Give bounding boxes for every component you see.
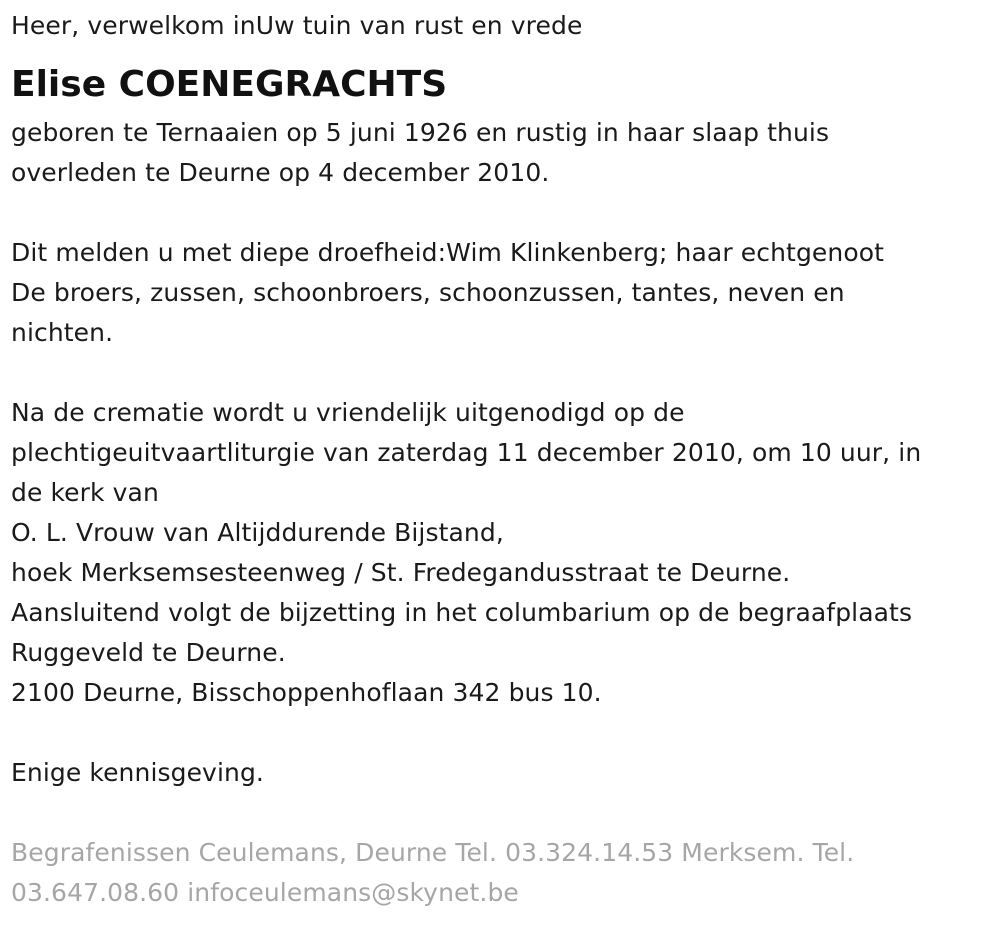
spacer — [11, 793, 986, 833]
birth-text-line-2: overleden te Deurne op 4 december 2010. — [11, 158, 550, 187]
ceremony-text-line-1: Na de crematie wordt u vriendelijk uitgenodigd op de — [11, 398, 685, 427]
funeral-home-contact-line-1: Begrafenissen Ceulemans, Deurne Tel. 03.324.14.53 Merksem. Tel. — [11, 838, 855, 867]
closing-line: Enige kennisgeving. — [11, 758, 264, 787]
family-text-line-3: nichten. — [11, 318, 114, 347]
birth-text-line-1: geboren te Ternaaien op 5 juni 1926 en rustig in haar slaap thuis — [11, 118, 830, 147]
obituary-notice — [11, 6, 986, 913]
ceremony-text-line-4: O. L. Vrouw van Altijddurende Bijstand, — [11, 518, 504, 547]
ceremony-text-line-6: Aansluitend volgt de bijzetting in het columbarium op de begraafplaats — [11, 598, 913, 627]
ceremony-text-line-5: hoek Merksemsesteenweg / St. Fredegandusstraat te Deurne. — [11, 558, 791, 587]
opening-verse: Heer, verwelkom inUw tuin van rust en vrede — [11, 11, 583, 40]
family-text-line-2: De broers, zussen, schoonbroers, schoonzussen, tantes, neven en — [11, 278, 845, 307]
spacer — [11, 713, 986, 753]
ceremony-text-line-7: Ruggeveld te Deurne. — [11, 638, 286, 667]
spacer — [11, 193, 986, 233]
family-text-line-1: Dit melden u met diepe droefheid:Wim Klinkenberg; haar echtgenoot — [11, 238, 885, 267]
ceremony-text-line-2: plechtigeuitvaartliturgie van zaterdag 11 december 2010, om 10 uur, in — [11, 438, 922, 467]
deceased-name-heading: Elise COENEGRACHTS — [11, 64, 448, 105]
address-line: 2100 Deurne, Bisschoppenhoflaan 342 bus 10. — [11, 678, 602, 707]
ceremony-text-line-3: de kerk van — [11, 478, 159, 507]
funeral-home-contact-line-2: 03.647.08.60 infoceulemans@skynet.be — [11, 878, 519, 907]
spacer — [11, 353, 986, 393]
